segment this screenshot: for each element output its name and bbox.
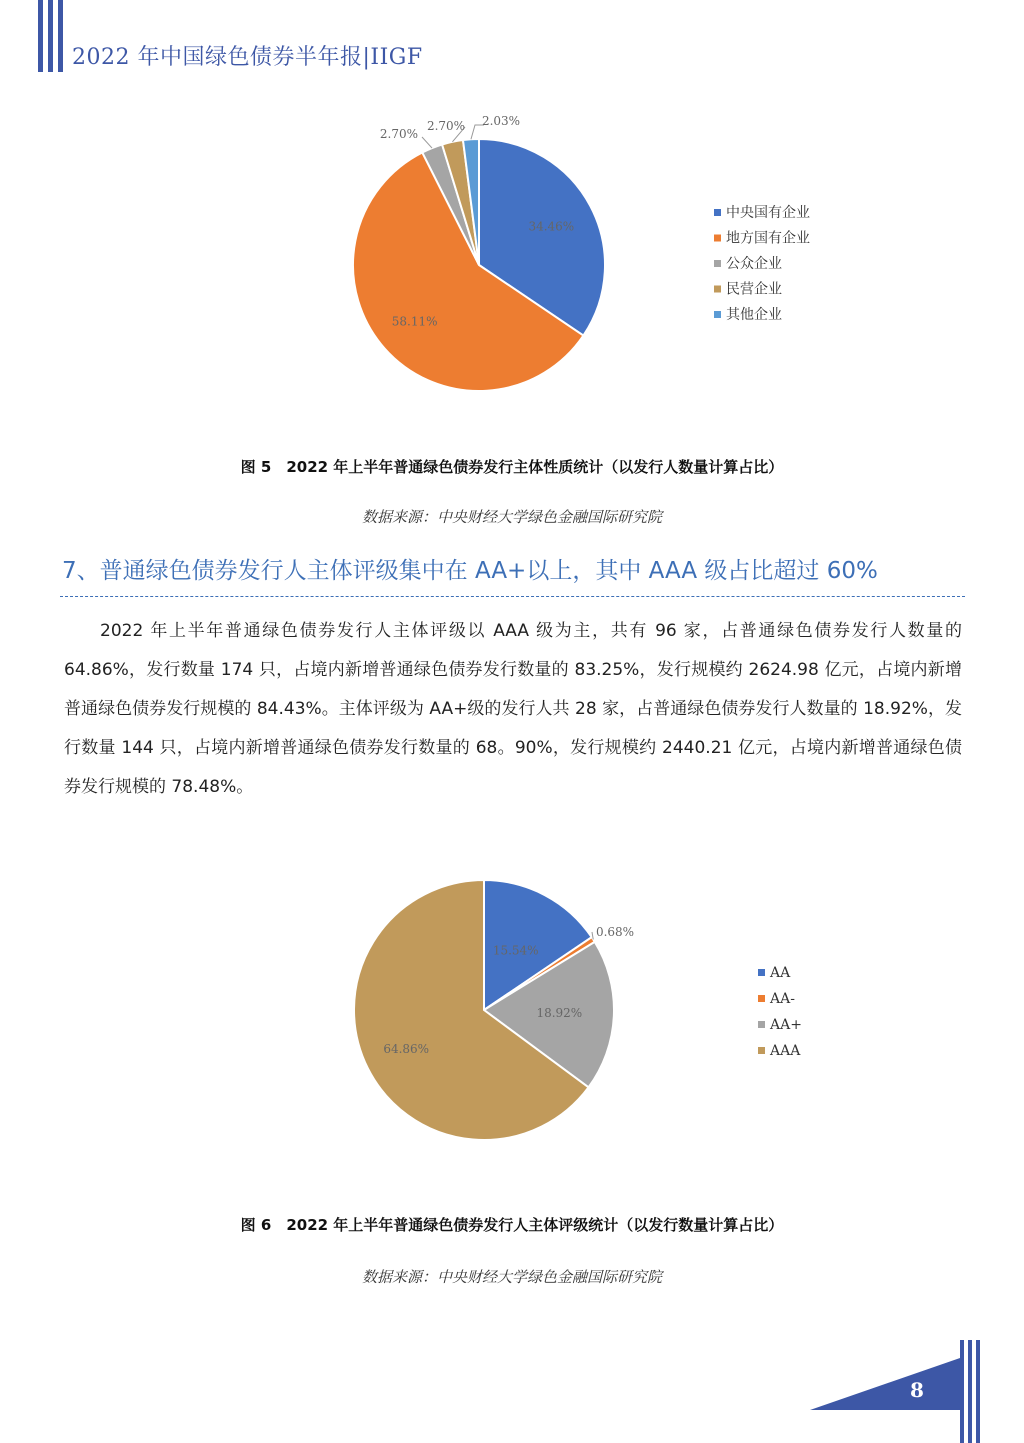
section-heading: 7、普通绿色债券发行人主体评级集中在 AA+以上，其中 AAA 级占比超过 60%: [62, 558, 878, 584]
section-paragraph: 2022 年上半年普通绿色债券发行人主体评级以 AAA 级为主，共有 96 家，占普通绿色债券发行人数量的 64.86%，发行数量 174 只，占境内新增普通绿色债券发行数量的 83.25%，发行规模约 2624.98 亿元，占境内新增普通绿色债券发行规模的 84.43%。主体评级为 AA+级的发行人共 28 家，占普通绿色债券发行人数量的 18.92%，发行数量 144 只，占境内新增普通绿色债券发行数量的 68。90%，发行规模约 2440.21 亿元，占境内新增普通绿色债券发行规模的 78.48%。: [64, 621, 962, 797]
slice-label: 18.92%: [536, 1006, 583, 1021]
slice-label: 64.86%: [383, 1042, 430, 1057]
figure6-pie-chart: [0, 872, 1024, 1162]
legend-swatch: [758, 969, 765, 976]
slice-label: 15.54%: [492, 943, 539, 958]
section-body: [64, 612, 962, 807]
legend-swatch: [714, 311, 721, 318]
slice-label: 2.03%: [481, 114, 521, 128]
running-header: 2022 年中国绿色债券半年报|IIGF: [72, 45, 423, 70]
legend-label: AA+: [770, 1017, 802, 1033]
slice-label: 34.46%: [528, 219, 575, 234]
legend-swatch: [714, 260, 721, 267]
legend-label: 公众企业: [726, 256, 782, 272]
legend-label: 其他企业: [726, 307, 782, 323]
figure6-caption: 图 6 2022 年上半年普通绿色债券发行人主体评级统计（以发行数量计算占比）: [240, 1216, 784, 1234]
slice-label: 2.70%: [379, 127, 418, 141]
slice-label: 2.70%: [426, 119, 466, 133]
legend-label: 地方国有企业: [726, 230, 810, 247]
slice-label: 58.11%: [391, 314, 438, 329]
legend-label: 中央国有企业: [726, 205, 810, 221]
footer-bar: [976, 1340, 980, 1443]
header-bar: [38, 0, 43, 72]
page-number: 8: [910, 1378, 924, 1402]
legend-swatch: [758, 1021, 765, 1028]
footer-bar: [968, 1340, 972, 1443]
legend-swatch: [758, 1047, 765, 1054]
legend-label: AA-: [770, 991, 795, 1007]
figure5-source: 数据来源：中央财经大学绿色金融国际研究院: [361, 508, 662, 526]
legend-swatch: [714, 286, 721, 293]
header-bar: [48, 0, 53, 72]
figure5-caption: 图 5 2022 年上半年普通绿色债券发行主体性质统计（以发行人数量计算占比）: [240, 458, 784, 476]
legend-swatch: [714, 235, 721, 242]
footer-bar: [960, 1340, 964, 1443]
figure5-pie-chart: [0, 105, 1024, 405]
legend-label: AA: [770, 965, 791, 981]
legend-label: 民营企业: [726, 281, 782, 298]
section-divider: [60, 596, 965, 597]
leader-line: [422, 137, 432, 148]
footer-triangle: [810, 1358, 960, 1413]
legend-label: AAA: [770, 1043, 801, 1059]
legend-swatch: [714, 209, 721, 216]
header-bar: [58, 0, 63, 72]
slice-label: 0.68%: [595, 925, 635, 939]
figure6-source: 数据来源：中央财经大学绿色金融国际研究院: [361, 1268, 662, 1286]
legend-swatch: [758, 995, 765, 1002]
